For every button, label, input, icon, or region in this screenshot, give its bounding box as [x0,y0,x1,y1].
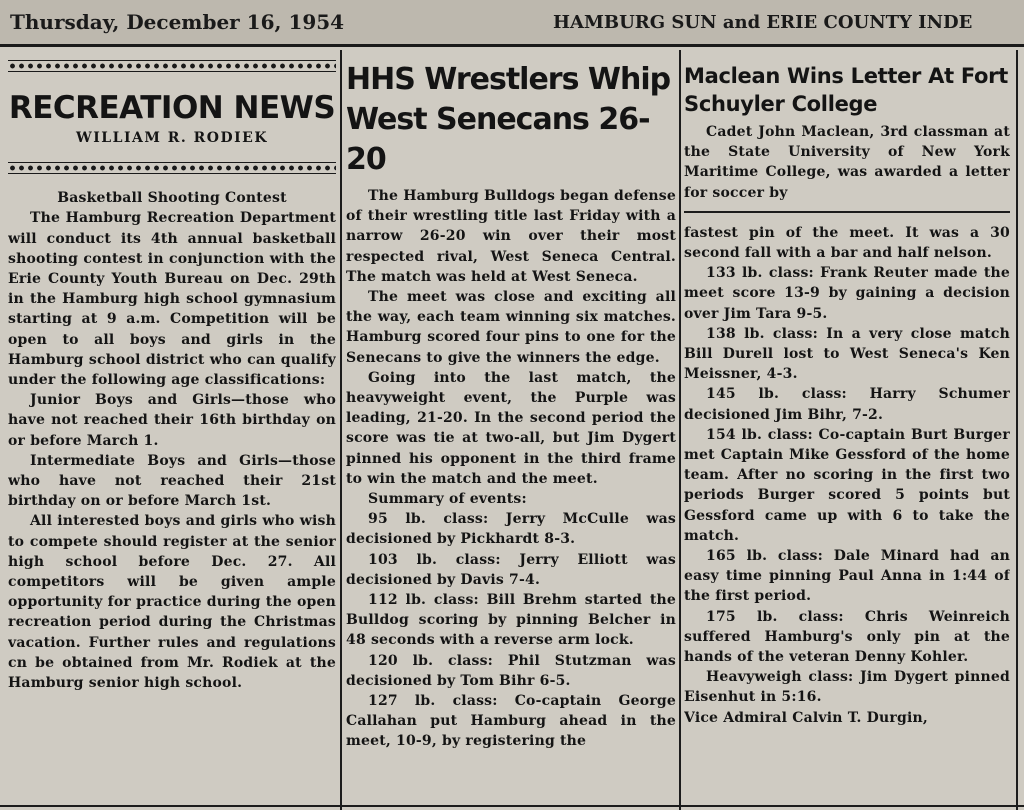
paragraph: 154 lb. class: Co-captain Burt Burger met Captain Mike Gessford of the home team. After no scoring in the first two periods Burger scored 5 points but Gessford came up with 6 to take the match. [684,426,1010,544]
paragraph: Intermediate Boys and Girls—those who have not reached their 21st birthday on or before March 1st. [8,452,336,510]
article-subhead: Basketball Shooting Contest [57,190,287,207]
paragraph: All interested boys and girls who wish to compete should register at the senior high school before Dec. 27. All competitors will be given ample opportunity for practice during the open recreation period during the Christmas vacation. Further rules and regulations cn be obtained from Mr. Rodiek at the Hamburg senior high school. [8,513,336,692]
paragraph: 138 lb. class: In a very close match Bill Durell lost to West Seneca's Ken Meissner, 4-3. [684,325,1010,383]
paragraph: Going into the last match, the heavyweight event, the Purple was leading, 21-20. In the second period the score was tie at two-all, but Jim Dygert pinned his opponent in the third frame to win the match and the meet. [346,369,676,487]
article-headline: HHS Wrestlers Whip West Senecans 26-20 [346,62,671,177]
column-rule-edge [1016,50,1018,810]
paragraph: 145 lb. class: Harry Schumer decisioned Jim Bihr, 7-2. [684,386,1010,423]
paragraph: 120 lb. class: Phil Stutzman was decisioned by Tom Bihr 6-5. [346,652,676,689]
byline: WILLIAM R. RODIEK [76,130,268,146]
paragraph: Heavyweigh class: Jim Dygert pinned Eisenhut in 5:16. [684,669,1010,706]
paragraph: 127 lb. class: Co-captain George Callahan put Hamburg ahead in the meet, 10-9, by registering the [346,693,676,750]
article-divider [684,211,1010,213]
wrestling-column [346,60,676,810]
paragraph: Summary of events: [368,491,527,508]
maclean-column [684,62,1010,810]
column-title: RECREATION NEWS [8,90,336,126]
ornament-border-bottom [8,162,336,174]
ornament-border-top [8,60,336,72]
paragraph: Vice Admiral Calvin T. Durgin, [684,709,928,726]
paragraph: The meet was close and exciting all the way, each team winning six matches. Hamburg scored four pins to one for the Senecans to give the winners the edge. [346,289,676,366]
page-bottom-rule [0,805,1024,807]
recreation-news-column [8,56,336,810]
paragraph: Junior Boys and Girls—those who have not reached their 16th birthday on or before March 1. [8,392,336,449]
paragraph: 112 lb. class: Bill Brehm started the Bulldog scoring by pinning Belcher in 48 seconds with a reverse arm lock. [346,592,676,649]
newspaper-name: HAMBURG SUN and ERIE COUNTY INDE [553,12,973,33]
paragraph: The Hamburg Recreation Department will conduct its 4th annual basketball shooting contest in conjunction with the Erie County Youth Bureau on Dec. 29th in the Hamburg high school gymnasium starting at 9 a.m. Competition will be open to all boys and girls in the Hamburg school district who can qualify under the following age classifications: [8,210,336,389]
paragraph: 175 lb. class: Chris Weinreich suffered Hamburg's only pin at the hands of the veteran Denny Kohler. [684,608,1010,666]
paragraph: The Hamburg Bulldogs began defense of their wrestling title last Friday with a narrow 26-20 win over their most respected rival, West Seneca Central. The match was held at West Seneca. [346,188,676,285]
column-rule-right [679,50,681,810]
paragraph: 165 lb. class: Dale Minard had an easy time pinning Paul Anna in 1:44 of the first period. [684,548,1010,605]
paragraph: 95 lb. class: Jerry McCulle was decisioned by Pickhardt 8-3. [346,511,676,548]
issue-date: Thursday, December 16, 1954 [10,10,345,34]
paragraph: 133 lb. class: Frank Reuter made the meet score 13-9 by gaining a decision over Jim Tara 9-5. [684,265,1010,322]
article-headline: Maclean Wins Letter At Fort Schuyler College [684,64,1008,116]
column-rule-left [340,50,342,810]
masthead [0,0,1024,47]
paragraph: 103 lb. class: Jerry Elliott was decisioned by Davis 7-4. [346,551,676,588]
paragraph: Cadet John Maclean, 3rd classman at the State University of New York Maritime College, was awarded a letter for soccer by [684,124,1010,201]
paragraph: fastest pin of the meet. It was a 30 second fall with a bar and half nelson. [684,224,1010,262]
